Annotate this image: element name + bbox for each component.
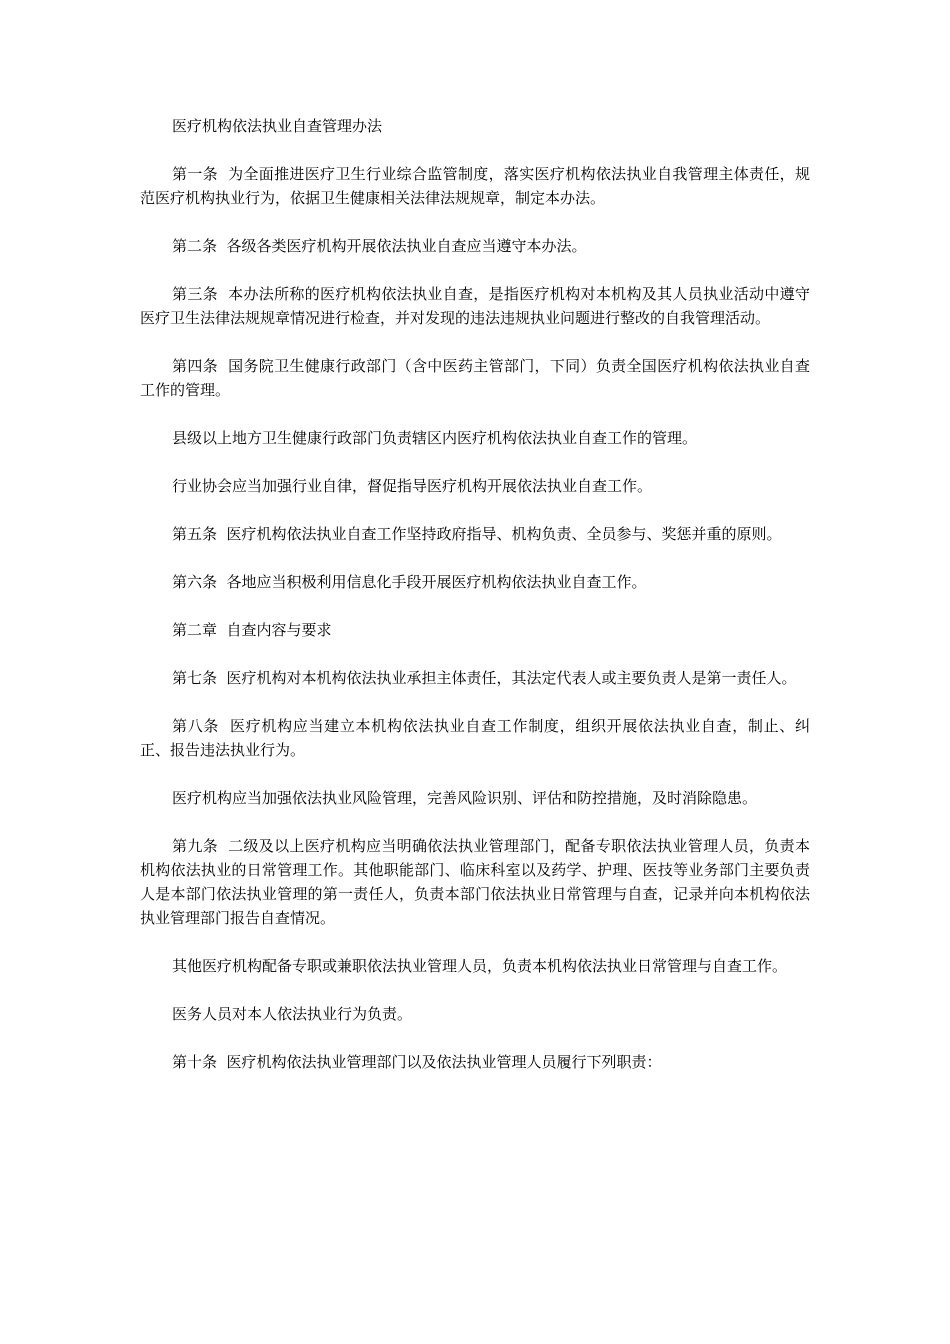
paragraph-article-1: 第一条 为全面推进医疗卫生行业综合监管制度，落实医疗机构依法执业自我管理主体责任，规范医疗机构执业行为，依据卫生健康相关法律法规规章，制定本办法。 [140,165,810,207]
paragraph-article-5: 第五条 医疗机构依法执业自查工作坚持政府指导、机构负责、全员参与、奖惩并重的原则。 [172,525,782,543]
chapter-2-heading: 第二章 自查内容与要求 [172,621,332,639]
paragraph-article-8-risk: 医疗机构应当加强依法执业风险管理，完善风险识别、评估和防控措施，及时消除隐患。 [172,789,758,807]
paragraph-article-4: 第四条 国务院卫生健康行政部门（含中医药主管部门，下同）负责全国医疗机构依法执业自查工作的管理。 [140,357,810,399]
paragraph-article-8: 第八条 医疗机构应当建立本机构依法执业自查工作制度，组织开展依法执业自查，制止、纠正、报告违法执业行为。 [140,717,810,759]
paragraph-article-9-staff: 医务人员对本人依法执业行为负责。 [172,1005,413,1023]
paragraph-article-9: 第九条 二级及以上医疗机构应当明确依法执业管理部门，配备专职依法执业管理人员，负责本机构依法执业的日常管理工作。其他职能部门、临床科室以及药学、护理、医技等业务部门主要负责人是本部门依法执业管理的第一责任人，负责本部门依法执业日常管理与自查，记录并向本机构依法执业管理部门报告自查情况。 [140,837,810,927]
paragraph-article-2: 第二条 各级各类医疗机构开展依法执业自查应当遵守本办法。 [172,237,587,255]
paragraph-article-4-association: 行业协会应当加强行业自律，督促指导医疗机构开展依法执业自查工作。 [172,477,653,495]
paragraph-article-4-local: 县级以上地方卫生健康行政部门负责辖区内医疗机构依法执业自查工作的管理。 [172,429,698,447]
paragraph-article-9-other: 其他医疗机构配备专职或兼职依法执业管理人员，负责本机构依法执业日常管理与自查工作。 [172,957,788,975]
paragraph-article-6: 第六条 各地应当积极利用信息化手段开展医疗机构依法执业自查工作。 [172,573,647,591]
paragraph-article-7: 第七条 医疗机构对本机构依法执业承担主体责任，其法定代表人或主要负责人是第一责任人。 [172,669,797,687]
document-title: 医疗机构依法执业自查管理办法 [172,117,383,135]
paragraph-article-10: 第十条 医疗机构依法执业管理部门以及依法执业管理人员履行下列职责： [172,1053,662,1071]
paragraph-article-3: 第三条 本办法所称的医疗机构依法执业自查，是指医疗机构对本机构及其人员执业活动中遵守医疗卫生法律法规规章情况进行检查，并对发现的违法违规执业问题进行整改的自我管理活动。 [140,285,810,327]
document-body [140,114,810,1098]
